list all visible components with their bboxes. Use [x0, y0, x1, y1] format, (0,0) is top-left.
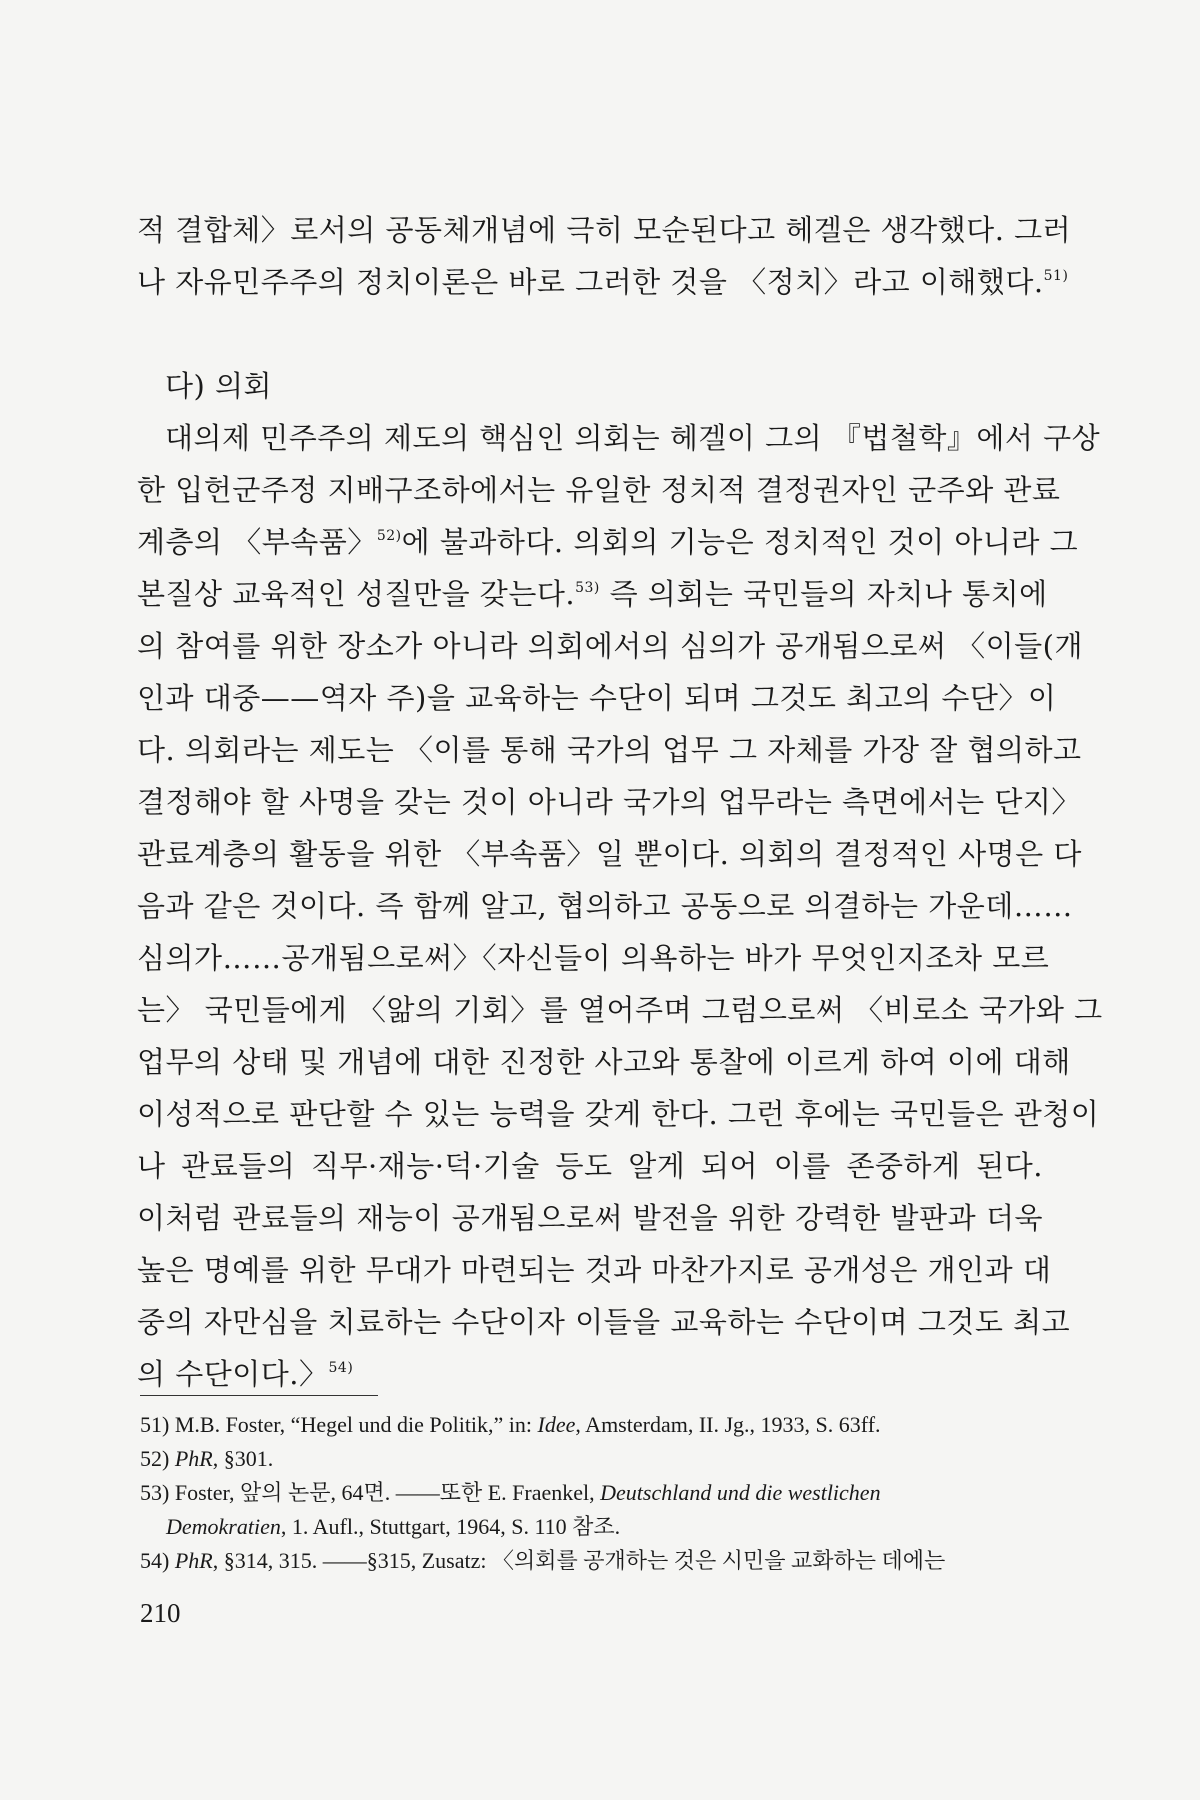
- body-text: [137, 204, 1103, 1400]
- text-line: 결정해야 할 사명을 갖는 것이 아니라 국가의 업무라는 측면에서는 단지〉: [137, 785, 1081, 819]
- text-line: 이처럼 관료들의 재능이 공개됨으로써 발전을 위한 강력한 발판과 더욱: [137, 1201, 1043, 1235]
- footnote-number: 53): [140, 1480, 170, 1505]
- footnote-italic: Deutschland und die westlichen: [600, 1480, 881, 1505]
- text-line: 음과 같은 것이다. 즉 함께 알고, 협의하고 공동으로 의결하는 가운데……: [137, 889, 1073, 923]
- text-line: 중의 자만심을 치료하는 수단이자 이들을 교육하는 수단이며 그것도 최고: [137, 1305, 1071, 1339]
- text-line: [137, 568, 1048, 620]
- text-line: 심의가……공개됨으로써〉〈자신들이 의욕하는 바가 무엇인지조차 모르: [137, 941, 1050, 975]
- footnote-divider: [140, 1395, 378, 1396]
- footnote-text: , Amsterdam, II. Jg., 1933, S. 63ff.: [575, 1412, 881, 1437]
- footnote-marker-53[interactable]: 53): [575, 580, 600, 596]
- text-segment: 의 수단이다.〉: [137, 1357, 329, 1391]
- footnote-52: [140, 1442, 1040, 1476]
- footnote-53-continued: [140, 1510, 1040, 1544]
- text-line: [137, 1348, 1043, 1400]
- footnote-italic: Idee: [537, 1412, 576, 1437]
- text-line: 업무의 상태 및 개념에 대한 진정한 사고와 통찰에 이르게 하여 이에 대해: [137, 1045, 1071, 1079]
- footnote-italic: PhR: [174, 1446, 213, 1471]
- section-heading: 다) 의회: [165, 369, 273, 403]
- footnote-marker-51[interactable]: 51): [1043, 268, 1069, 284]
- text-line: 관료계층의 활동을 위한 〈부속품〉일 뿐이다. 의회의 결정적인 사명은 다: [137, 837, 1082, 871]
- text-line: 적 결합체〉로서의 공동체개념에 극히 모순된다고 헤겔은 생각했다. 그러: [137, 213, 1072, 247]
- footnote-marker-52[interactable]: 52): [376, 528, 402, 544]
- footnotes: [140, 1408, 1040, 1578]
- text-line: 대의제 민주주의 제도의 핵심인 의회는 헤겔이 그의 『법철학』에서 구상: [165, 421, 1101, 455]
- text-segment: 즉 의회는 국민들의 자치나 통치에: [599, 577, 1048, 611]
- footnote-51: [140, 1408, 1040, 1442]
- text-line: 이성적으로 판단할 수 있는 능력을 갖게 한다. 그런 후에는 국민들은 관청이: [137, 1097, 1100, 1131]
- footnote-text: , 1. Aufl., Stuttgart, 1964, S. 110 참조.: [280, 1514, 621, 1539]
- text-segment: 본질상 교육적인 성질만을 갖는다.: [137, 577, 576, 611]
- footnote-text: M.B. Foster, “Hegel und die Politik,” in:: [174, 1412, 538, 1437]
- text-line: 다. 의회라는 제도는 〈이를 통해 국가의 업무 그 자체를 가장 잘 협의하고: [137, 733, 1082, 767]
- text-line: 의 참여를 위한 장소가 아니라 의회에서의 심의가 공개됨으로써 〈이들(개: [137, 629, 1083, 663]
- text-line: 높은 명예를 위한 무대가 마련되는 것과 마찬가지로 공개성은 개인과 대: [137, 1253, 1052, 1287]
- text-line: [137, 256, 1069, 308]
- footnote-italic: Demokratien: [166, 1514, 281, 1539]
- footnote-number: 51): [140, 1412, 170, 1437]
- text-line: [137, 516, 1079, 568]
- text-line: 나 관료들의 직무·재능·덕·기술 등도 알게 되어 이를 존중하게 된다.: [137, 1149, 1043, 1183]
- footnote-italic: PhR: [174, 1548, 213, 1573]
- footnote-54: [140, 1544, 1040, 1578]
- text-line: 는〉 국민들에게 〈앎의 기회〉를 열어주며 그럼으로써 〈비로소 국가와 그: [137, 993, 1103, 1027]
- text-line-content: 나 자유민주주의 정치이론은 바로 그러한 것을 〈정치〉라고 이해했다.: [137, 265, 1044, 299]
- footnote-text: , §314, 315. ——§315, Zusatz: 〈의회를 공개하는 것은 시민을 교화하는 데에는: [212, 1548, 946, 1573]
- text-segment: 에 불과하다. 의회의 기능은 정치적인 것이 아니라 그: [401, 525, 1079, 559]
- footnote-text: , §301.: [212, 1446, 274, 1471]
- text-line: 한 입헌군주정 지배구조하에서는 유일한 정치적 결정권자인 군주와 관료: [137, 473, 1061, 507]
- footnote-number: 52): [140, 1446, 170, 1471]
- text-line: 인과 대중——역자 주)을 교육하는 수단이 되며 그것도 최고의 수단〉이: [137, 681, 1057, 715]
- page-number: 210: [140, 1598, 181, 1628]
- spacer: [137, 308, 1043, 360]
- footnote-53: [140, 1476, 1040, 1510]
- footnote-marker-54[interactable]: 54): [328, 1360, 354, 1376]
- footnote-number: 54): [140, 1548, 170, 1573]
- text-segment: 계층의 〈부속품〉: [137, 525, 377, 559]
- footnote-text: Foster, 앞의 논문, 64면. ——또한 E. Fraenkel,: [174, 1480, 601, 1505]
